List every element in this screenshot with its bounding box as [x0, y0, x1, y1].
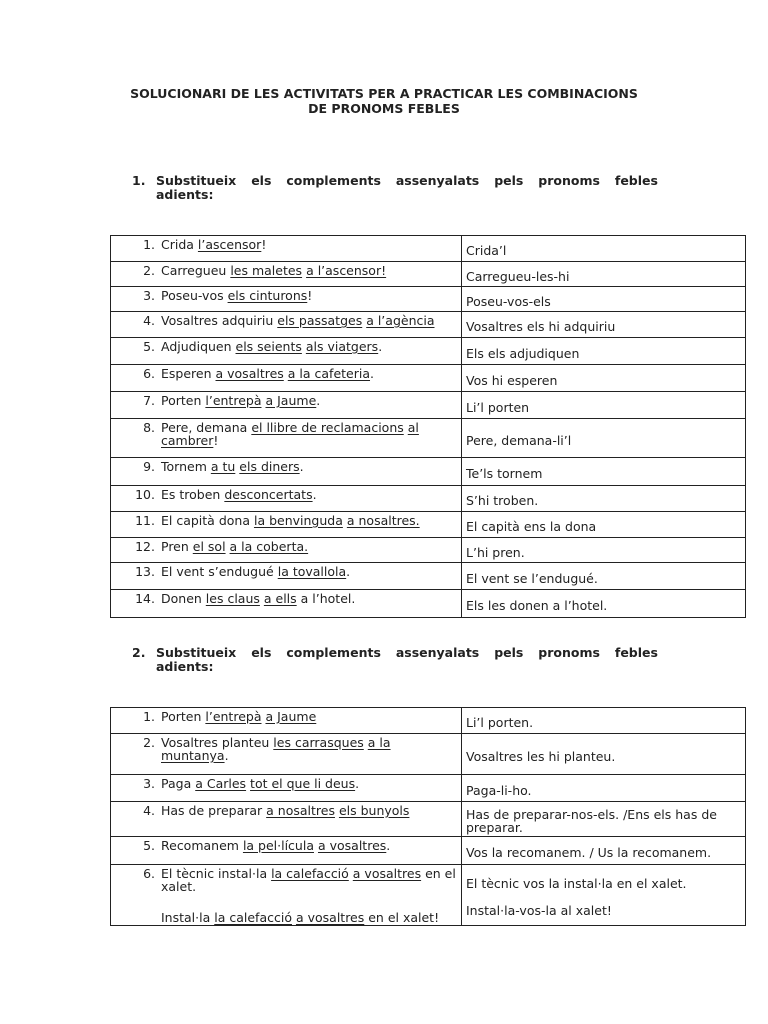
exercise-row — [111, 338, 746, 365]
question-text — [161, 804, 461, 817]
item-number: 6. — [143, 866, 155, 881]
answer-text: Poseu-vos-els — [466, 293, 551, 309]
answer-cell — [462, 262, 746, 287]
underlined-complement: a l’ascensor! — [306, 263, 387, 278]
question-cell — [111, 236, 462, 262]
heading-word: els — [251, 173, 272, 188]
section-2-heading-line-1 — [156, 646, 658, 660]
question-text — [161, 514, 461, 527]
answer-cell — [462, 338, 746, 365]
exercise-row — [111, 802, 746, 837]
underlined-complement: a ells — [263, 591, 297, 606]
underlined-complement: als viatgers — [305, 339, 379, 354]
answer-text: Els les donen a l’hotel. — [466, 598, 608, 613]
question-cell — [111, 563, 462, 590]
answer-text: Pere, demana-li’l — [466, 432, 572, 448]
answer-cell — [462, 538, 746, 563]
answer-cell — [462, 236, 746, 262]
sentence-text: . — [355, 776, 360, 791]
answer-cell — [462, 590, 746, 618]
question-text — [161, 736, 461, 762]
question-text — [161, 314, 461, 327]
answer-text: Crida’l — [466, 243, 507, 258]
question-text — [161, 421, 461, 447]
section-1-heading-line-2: adients: — [156, 187, 214, 202]
question-text — [161, 867, 461, 924]
answer-cell — [462, 775, 746, 802]
underlined-complement: a vosaltres — [215, 366, 284, 381]
exercise-row — [111, 312, 746, 338]
exercise-row — [111, 262, 746, 287]
underlined-complement: a la cafeteria — [287, 366, 371, 381]
sentence-text: a l’hotel. — [296, 591, 356, 606]
answer-text: Te’ls tornem — [466, 466, 543, 481]
question-text — [161, 777, 461, 790]
sentence-text: Poseu-vos — [161, 288, 228, 303]
question-cell — [111, 392, 462, 419]
section-1-number: 1. — [132, 173, 146, 188]
underlined-complement: la calefacció — [214, 910, 292, 925]
heading-word: els — [251, 645, 272, 660]
item-number: 6. — [143, 366, 155, 381]
sentence-text: ! — [307, 288, 313, 303]
section-1-heading-line-1 — [156, 174, 658, 188]
sentence-text: en el xalet! — [364, 910, 440, 925]
item-number: 4. — [143, 313, 155, 328]
underlined-complement: a Jaume — [265, 709, 317, 724]
question-cell — [111, 538, 462, 563]
answer-text: Vos hi esperen — [466, 372, 558, 388]
sentence-text: ! — [261, 237, 267, 252]
exercise-row — [111, 563, 746, 590]
heading-word: febles — [614, 645, 658, 660]
answer-text: Vosaltres els hi adquiriu — [466, 319, 616, 334]
question-text — [161, 592, 461, 605]
sentence-text: Tornem — [161, 459, 211, 474]
sentence-text: . — [316, 393, 321, 408]
sentence-text: ! — [213, 433, 219, 448]
underlined-complement: a nosaltres. — [346, 513, 420, 528]
answer-cell — [462, 563, 746, 590]
underlined-complement: el sol — [192, 539, 226, 554]
question-cell — [111, 486, 462, 512]
question-cell — [111, 262, 462, 287]
underlined-complement: l’ascensor — [197, 237, 262, 252]
underlined-complement: a Carles — [195, 776, 247, 791]
question-cell — [111, 287, 462, 312]
underlined-complement: a tu — [210, 459, 236, 474]
exercise-row — [111, 837, 746, 865]
answer-cell — [462, 512, 746, 538]
underlined-complement: el llibre de reclamacions — [251, 420, 404, 435]
answer-text: Paga-li-ho. — [466, 782, 532, 798]
sentence-text: Has de preparar — [161, 803, 267, 818]
question-text — [161, 460, 461, 473]
title-line-2: DE PRONOMS FEBLES — [308, 101, 460, 116]
underlined-complement: els cinturons — [227, 288, 308, 303]
question-cell — [111, 365, 462, 392]
underlined-complement: desconcertats — [224, 487, 313, 502]
exercise-2-table — [110, 707, 746, 926]
heading-word: Substitueix — [156, 173, 237, 188]
item-number: 1. — [143, 709, 155, 724]
sentence-text: Pren — [161, 539, 193, 554]
heading-word: pronoms — [538, 173, 600, 188]
question-cell — [111, 708, 462, 734]
sentence-text: Pere, demana — [161, 420, 252, 435]
sentence-text: El capità dona — [161, 513, 254, 528]
sentence-text: . — [370, 366, 374, 381]
exercise-row — [111, 590, 746, 618]
section-2-heading-line-2: adients: — [156, 659, 214, 674]
underlined-complement: al cambrer — [161, 420, 419, 448]
question-cell — [111, 734, 462, 775]
question-text — [161, 394, 461, 407]
sentence-text: Vosaltres planteu — [161, 735, 274, 750]
exercise-row — [111, 365, 746, 392]
section-2-number: 2. — [132, 645, 146, 660]
item-number: 7. — [143, 393, 155, 408]
underlined-complement: la pel·lícula — [242, 838, 314, 853]
underlined-complement: a vosaltres — [317, 838, 387, 853]
underlined-complement: tot el que li deus — [250, 776, 356, 791]
answer-text: Has de preparar-nos-els. /Ens els has de preparar. — [466, 807, 717, 835]
question-text — [161, 710, 461, 723]
answer-text: El tècnic vos la instal·la en el xalet. — [466, 876, 687, 891]
question-text — [161, 264, 461, 277]
underlined-complement: l’entrepà — [205, 393, 262, 408]
question-cell — [111, 775, 462, 802]
sentence-text: . — [312, 487, 317, 502]
answer-cell — [462, 419, 746, 458]
exercise-row — [111, 392, 746, 419]
question-text — [161, 540, 461, 553]
exercise-row — [111, 512, 746, 538]
question-text — [161, 488, 461, 501]
heading-word: complements — [286, 173, 381, 188]
question-text — [161, 839, 461, 852]
answer-text: Li’l porten. — [466, 715, 534, 730]
underlined-complement: a l’agència — [366, 313, 435, 328]
sentence-text: Porten — [161, 393, 206, 408]
item-number: 5. — [143, 838, 155, 853]
sentence-text: . — [346, 564, 351, 579]
question-cell — [111, 419, 462, 458]
heading-word: assenyalats — [395, 645, 480, 660]
sentence-text: Crida — [161, 237, 198, 252]
underlined-complement: a nosaltres — [266, 803, 335, 818]
underlined-complement: les maletes — [230, 263, 303, 278]
exercise-row — [111, 419, 746, 458]
answer-cell — [462, 802, 746, 837]
item-number: 5. — [143, 339, 155, 354]
question-cell — [111, 312, 462, 338]
document-title — [0, 86, 768, 116]
question-text — [161, 238, 461, 251]
question-text — [161, 367, 461, 380]
sentence-text: Carregueu — [161, 263, 231, 278]
heading-word: febles — [614, 173, 658, 188]
answer-text: Vos la recomanem. / Us la recomanem. — [466, 845, 712, 860]
question-cell — [111, 338, 462, 365]
section-2-heading — [132, 646, 658, 674]
exercise-1-table — [110, 235, 746, 618]
underlined-complement: a vosaltres — [352, 866, 422, 881]
item-number: 9. — [143, 459, 155, 474]
sentence-text: Instal·la — [161, 910, 215, 925]
sentence-text: Adjudiquen — [161, 339, 236, 354]
underlined-complement: els diners — [239, 459, 300, 474]
answer-text: Li’l porten — [466, 399, 530, 415]
underlined-complement: els bunyols — [338, 803, 410, 818]
sentence-text: Es troben — [161, 487, 225, 502]
sentence-text: El vent s’endugué — [161, 564, 278, 579]
heading-word: Substitueix — [156, 645, 237, 660]
heading-word: complements — [286, 645, 381, 660]
underlined-complement: les claus — [205, 591, 260, 606]
answer-text: El vent se l’endugué. — [466, 570, 598, 586]
answer-text: Els els adjudiquen — [466, 345, 580, 361]
item-number: 2. — [143, 735, 155, 750]
sentence-text: . — [378, 339, 383, 354]
exercise-row — [111, 458, 746, 486]
question-cell — [111, 837, 462, 865]
sentence-text: Vosaltres adquiriu — [161, 313, 278, 328]
item-number: 3. — [143, 776, 155, 791]
answer-text: El capità ens la dona — [466, 519, 597, 534]
answer-cell — [462, 486, 746, 512]
sentence-text: Esperen — [161, 366, 216, 381]
heading-word: pels — [494, 645, 524, 660]
underlined-complement: les carrasques — [273, 735, 364, 750]
answer-text: Carregueu-les-hi — [466, 268, 570, 284]
question-cell — [111, 590, 462, 618]
item-number: 1. — [143, 237, 155, 252]
underlined-complement: la calefacció — [271, 866, 349, 881]
question-cell — [111, 802, 462, 837]
sentence-text: . — [224, 748, 229, 763]
sentence-text: en el xalet. — [161, 866, 456, 894]
sentence-text: . — [299, 459, 304, 474]
sentence-text: . — [386, 838, 391, 853]
answer-cell — [462, 312, 746, 338]
section-1-heading — [132, 174, 658, 202]
sentence-text: El tècnic instal·la — [161, 866, 272, 881]
answer-text: S’hi troben. — [466, 493, 539, 508]
item-number: 13. — [135, 564, 155, 579]
heading-word: pronoms — [538, 645, 600, 660]
exercise-row — [111, 734, 746, 775]
sentence-text: Donen — [161, 591, 206, 606]
answer-text: L’hi pren. — [466, 544, 525, 560]
item-number: 4. — [143, 803, 155, 818]
question-cell — [111, 512, 462, 538]
answer-cell — [462, 708, 746, 734]
question-text-second — [161, 911, 457, 924]
underlined-complement: els passatges — [277, 313, 363, 328]
exercise-row — [111, 708, 746, 734]
question-text — [161, 565, 461, 578]
heading-word: assenyalats — [395, 173, 480, 188]
answer-cell — [462, 392, 746, 419]
sentence-text: Recomanem — [161, 838, 243, 853]
answer-cell — [462, 458, 746, 486]
question-cell — [111, 865, 462, 926]
exercise-row — [111, 486, 746, 512]
underlined-complement: a la coberta. — [229, 539, 309, 554]
underlined-complement: la benvinguda — [253, 513, 343, 528]
item-number: 2. — [143, 263, 155, 278]
underlined-complement: a la muntanya — [161, 735, 391, 763]
item-number: 8. — [143, 420, 155, 435]
answer-cell — [462, 287, 746, 312]
underlined-complement: l’entrepà — [205, 709, 262, 724]
item-number: 3. — [143, 288, 155, 303]
item-number: 10. — [135, 487, 155, 502]
item-number: 11. — [135, 513, 155, 528]
underlined-complement: els seients — [235, 339, 302, 354]
exercise-row — [111, 287, 746, 312]
answer-cell — [462, 865, 746, 926]
answer-cell — [462, 837, 746, 865]
underlined-complement: a Jaume — [265, 393, 317, 408]
item-number: 12. — [135, 539, 155, 554]
answer-text: Vosaltres les hi planteu. — [466, 748, 616, 764]
answer-cell — [462, 734, 746, 775]
exercise-row — [111, 865, 746, 926]
exercise-row — [111, 775, 746, 802]
item-number: 14. — [135, 591, 155, 606]
question-text — [161, 289, 461, 302]
exercise-row — [111, 538, 746, 563]
heading-word: pels — [494, 173, 524, 188]
sentence-text: Paga — [161, 776, 196, 791]
underlined-complement: la tovallola — [277, 564, 347, 579]
question-cell — [111, 458, 462, 486]
title-line-1: SOLUCIONARI DE LES ACTIVITATS PER A PRACTICAR LES COMBINACIONS — [130, 86, 638, 101]
underlined-complement: a vosaltres — [295, 910, 365, 925]
sentence-text: Porten — [161, 709, 206, 724]
answer-cell — [462, 365, 746, 392]
exercise-row — [111, 236, 746, 262]
answer-text-second: Instal·la-vos-la al xalet! — [466, 903, 612, 918]
question-text — [161, 340, 461, 353]
